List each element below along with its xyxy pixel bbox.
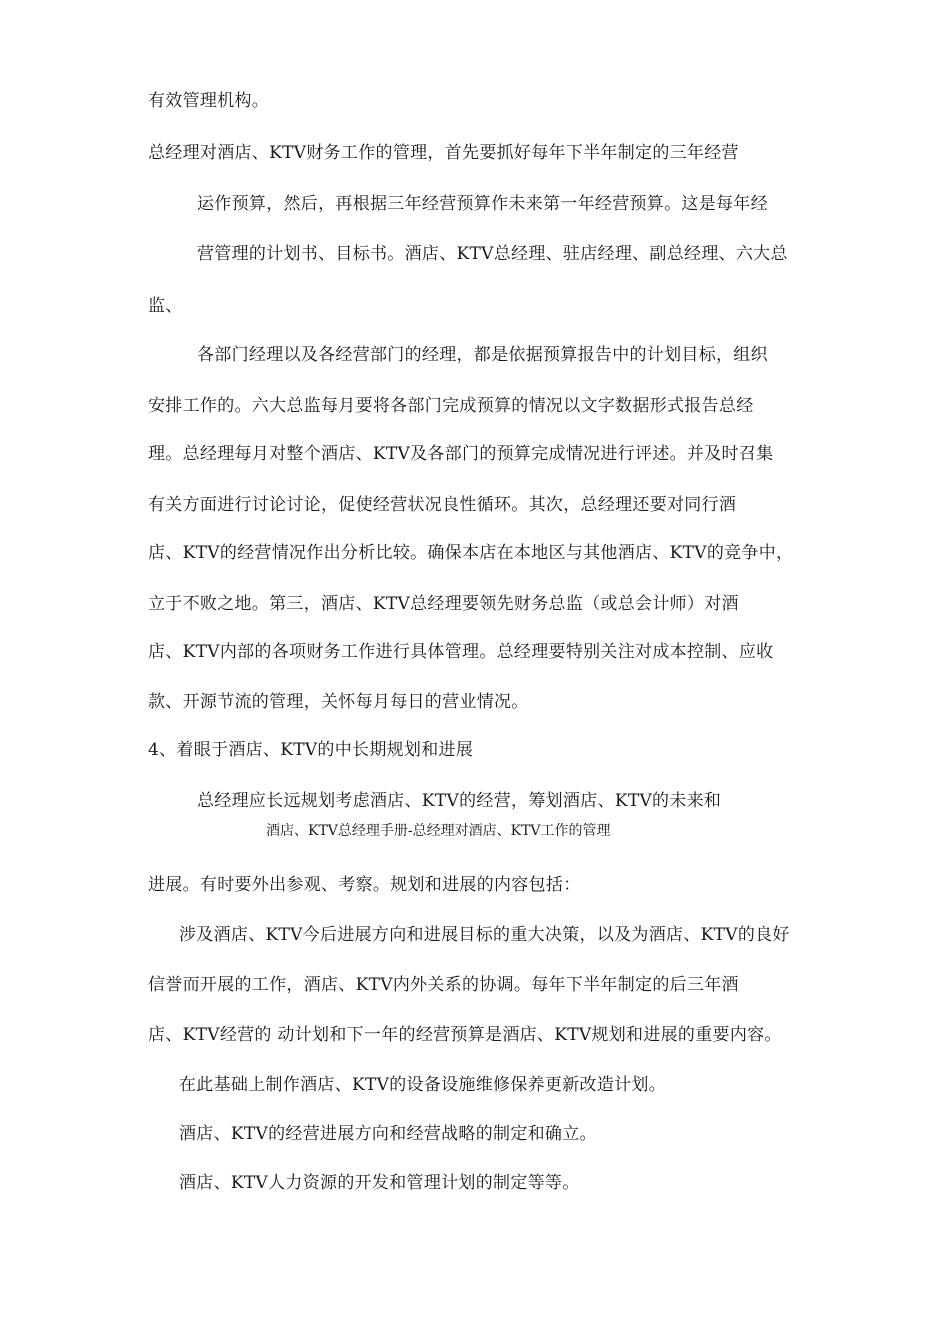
paragraph-line: 安排工作的。六大总监每月要将各部门完成预算的情况以文字数据形式报告总经 bbox=[148, 396, 754, 416]
list-item: 在此基础上制作酒店、KTV的设备设施维修保养更新改造计划。 bbox=[179, 1075, 667, 1095]
paragraph-line: 运作预算，然后，再根据三年经营预算作未来第一年经营预算。这是每年经 bbox=[197, 194, 768, 214]
paragraph-line: 店、KTV经营的 动计划和下一年的经营预算是酒店、KTV规划和进展的重要内容。 bbox=[148, 1025, 782, 1045]
page-footer-title: 酒店、KTV总经理手册-总经理对酒店、KTV工作的管理 bbox=[266, 823, 611, 839]
paragraph-line: 店、KTV内部的各项财务工作进行具体管理。总经理要特别关注对成本控制、应收 bbox=[148, 642, 774, 662]
paragraph-line: 立于不败之地。第三，酒店、KTV总经理要领先财务总监（或总会计师）对酒 bbox=[148, 594, 739, 614]
paragraph-line: 监、 bbox=[148, 296, 183, 316]
paragraph-line: 有效管理机构。 bbox=[148, 91, 270, 111]
list-item: 酒店、KTV的经营进展方向和经营战略的制定和确立。 bbox=[179, 1124, 597, 1144]
list-item: 酒店、KTV人力资源的开发和管理计划的制定等等。 bbox=[179, 1173, 580, 1193]
paragraph-line: 总经理应长远规划考虑酒店、KTV的经营，筹划酒店、KTV的未来和 bbox=[197, 791, 722, 811]
paragraph-line: 各部门经理以及各经营部门的经理，都是依据预算报告中的计划目标，组织 bbox=[197, 345, 768, 365]
paragraph-line: 店、KTV的经营情况作出分析比较。确保本店在本地区与其他酒店、KTV的竞争中， bbox=[148, 543, 794, 563]
paragraph-line: 理。总经理每月对整个酒店、KTV及各部门的预算完成情况进行评述。并及时召集 bbox=[148, 444, 774, 464]
paragraph-line: 有关方面进行讨论讨论，促使经营状况良性循环。其次，总经理还要对同行酒 bbox=[148, 495, 737, 515]
paragraph-line: 进展。有时要外出参观、考察。规划和进展的内容包括： bbox=[148, 875, 581, 895]
paragraph-line: 总经理对酒店、KTV财务工作的管理，首先要抓好每年下半年制定的三年经营 bbox=[148, 143, 739, 163]
paragraph-line: 款、开源节流的管理，关怀每月每日的营业情况。 bbox=[148, 692, 529, 712]
section-heading: 4、着眼于酒店、KTV的中长期规划和进展 bbox=[148, 740, 474, 760]
paragraph-line: 涉及酒店、KTV今后进展方向和进展目标的重大决策，以及为酒店、KTV的良好 bbox=[179, 925, 790, 945]
paragraph-line: 信誉而开展的工作，酒店、KTV内外关系的协调。每年下半年制定的后三年酒 bbox=[148, 975, 739, 995]
paragraph-line: 营管理的计划书、目标书。酒店、KTV总经理、驻店经理、副总经理、六大总 bbox=[197, 244, 788, 264]
